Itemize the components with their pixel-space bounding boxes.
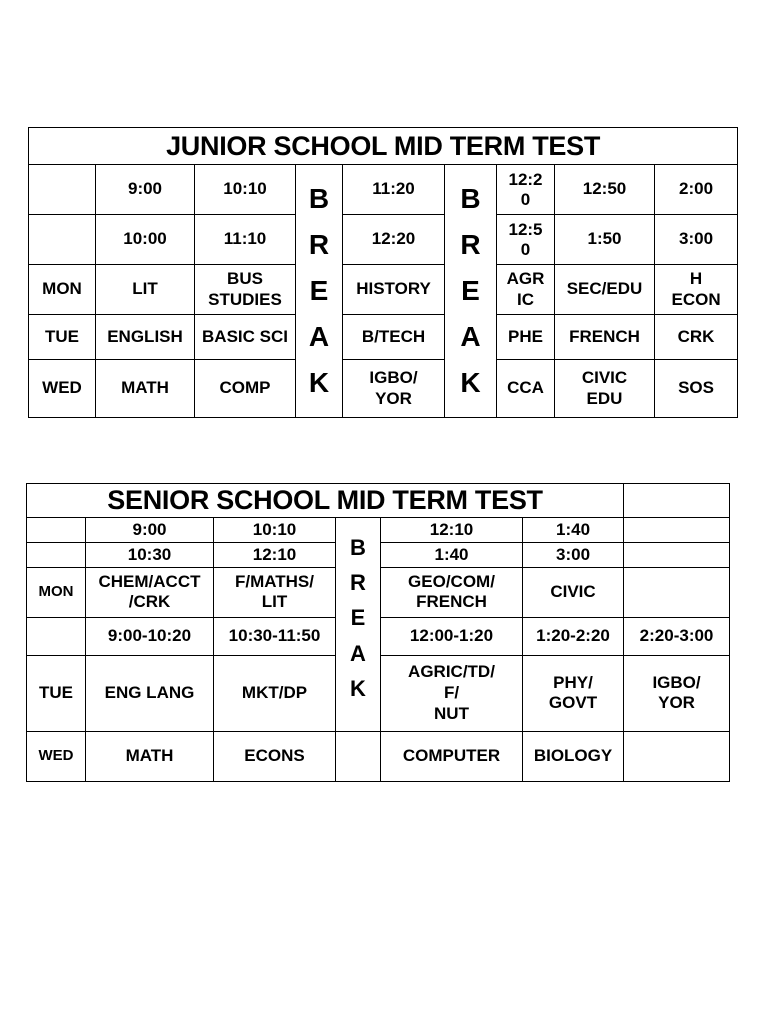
subject-cell: ENG LANG bbox=[86, 655, 214, 731]
end-time: 3:00 bbox=[655, 215, 738, 265]
time-range: 2:20-3:00 bbox=[624, 617, 730, 655]
subject-cell: CHEM/ACCT /CRK bbox=[86, 567, 214, 617]
break-letter: A bbox=[460, 321, 481, 353]
empty-cell bbox=[624, 517, 730, 542]
start-time: 10:10 bbox=[214, 517, 336, 542]
subject-cell: ENGLISH bbox=[96, 315, 195, 360]
break-letter: K bbox=[460, 367, 481, 399]
break-letter: A bbox=[308, 321, 330, 353]
end-time: 1:50 bbox=[555, 215, 655, 265]
subject-cell: IGBO/ YOR bbox=[343, 360, 445, 418]
break-letter: E bbox=[309, 274, 329, 306]
empty-cell bbox=[624, 567, 730, 617]
subject-cell: CIVIC EDU bbox=[555, 360, 655, 418]
senior-title: SENIOR SCHOOL MID TERM TEST bbox=[27, 484, 624, 518]
end-time: 3:00 bbox=[523, 542, 624, 567]
junior-title: JUNIOR SCHOOL MID TERM TEST bbox=[29, 128, 738, 165]
time-range: 10:30-11:50 bbox=[214, 617, 336, 655]
corner-cell bbox=[29, 165, 96, 215]
break-column bbox=[336, 517, 381, 731]
start-time: 12:10 bbox=[381, 517, 523, 542]
subject-cell: BUS STUDIES bbox=[195, 265, 296, 315]
empty-cell bbox=[336, 731, 381, 781]
subject-cell: HISTORY bbox=[343, 265, 445, 315]
break-letter: E bbox=[461, 274, 480, 306]
subject-cell bbox=[624, 731, 730, 781]
break-letter: R bbox=[460, 228, 481, 260]
subject-cell: ECONS bbox=[214, 731, 336, 781]
corner-cell bbox=[27, 617, 86, 655]
subject-cell: LIT bbox=[96, 265, 195, 315]
subject-cell: IGBO/ YOR bbox=[624, 655, 730, 731]
subject-cell: MATH bbox=[96, 360, 195, 418]
break-letter: B bbox=[350, 534, 366, 560]
break-letter: A bbox=[350, 640, 366, 666]
end-time: 12:5 0 bbox=[497, 215, 555, 265]
day-label: TUE bbox=[27, 655, 86, 731]
subject-cell: BIOLOGY bbox=[523, 731, 624, 781]
break-column-1 bbox=[296, 165, 343, 418]
subject-cell: PHY/ GOVT bbox=[523, 655, 624, 731]
corner-cell bbox=[27, 542, 86, 567]
subject-cell: COMPUTER bbox=[381, 731, 523, 781]
subject-cell: MATH bbox=[86, 731, 214, 781]
day-label: WED bbox=[27, 731, 86, 781]
end-time: 11:10 bbox=[195, 215, 296, 265]
end-time: 10:00 bbox=[96, 215, 195, 265]
junior-timetable bbox=[28, 127, 738, 418]
break-letter: B bbox=[460, 182, 481, 214]
end-time: 1:40 bbox=[381, 542, 523, 567]
subject-cell: COMP bbox=[195, 360, 296, 418]
start-time: 11:20 bbox=[343, 165, 445, 215]
start-time: 9:00 bbox=[96, 165, 195, 215]
break-letter: B bbox=[308, 182, 330, 214]
corner-cell bbox=[29, 215, 96, 265]
start-time: 2:00 bbox=[655, 165, 738, 215]
subject-cell: GEO/COM/ FRENCH bbox=[381, 567, 523, 617]
subject-cell: SOS bbox=[655, 360, 738, 418]
end-time: 12:20 bbox=[343, 215, 445, 265]
break-letter: K bbox=[308, 367, 330, 399]
subject-cell: BASIC SCI bbox=[195, 315, 296, 360]
break-letter: K bbox=[350, 675, 366, 701]
break-letter: R bbox=[350, 570, 366, 596]
start-time: 12:2 0 bbox=[497, 165, 555, 215]
subject-cell: FRENCH bbox=[555, 315, 655, 360]
break-column-2 bbox=[445, 165, 497, 418]
subject-cell: H ECON bbox=[655, 265, 738, 315]
senior-timetable bbox=[26, 483, 730, 782]
subject-cell: F/MATHS/ LIT bbox=[214, 567, 336, 617]
start-time: 9:00 bbox=[86, 517, 214, 542]
end-time: 12:10 bbox=[214, 542, 336, 567]
subject-cell: CRK bbox=[655, 315, 738, 360]
subject-cell: MKT/DP bbox=[214, 655, 336, 731]
day-label: WED bbox=[29, 360, 96, 418]
time-range: 12:00-1:20 bbox=[381, 617, 523, 655]
subject-cell: SEC/EDU bbox=[555, 265, 655, 315]
end-time: 10:30 bbox=[86, 542, 214, 567]
start-time: 12:50 bbox=[555, 165, 655, 215]
subject-cell: AGRIC/TD/ F/ NUT bbox=[381, 655, 523, 731]
subject-cell: PHE bbox=[497, 315, 555, 360]
start-time: 1:40 bbox=[523, 517, 624, 542]
subject-cell: CCA bbox=[497, 360, 555, 418]
empty-cell bbox=[624, 542, 730, 567]
break-letter: E bbox=[350, 605, 366, 631]
time-range: 9:00-10:20 bbox=[86, 617, 214, 655]
subject-cell: CIVIC bbox=[523, 567, 624, 617]
subject-cell: B/TECH bbox=[343, 315, 445, 360]
subject-cell: AGR IC bbox=[497, 265, 555, 315]
day-label: TUE bbox=[29, 315, 96, 360]
day-label: MON bbox=[29, 265, 96, 315]
empty-cell bbox=[624, 484, 730, 518]
start-time: 10:10 bbox=[195, 165, 296, 215]
corner-cell bbox=[27, 517, 86, 542]
day-label: MON bbox=[27, 567, 86, 617]
break-letter: R bbox=[308, 228, 330, 260]
time-range: 1:20-2:20 bbox=[523, 617, 624, 655]
